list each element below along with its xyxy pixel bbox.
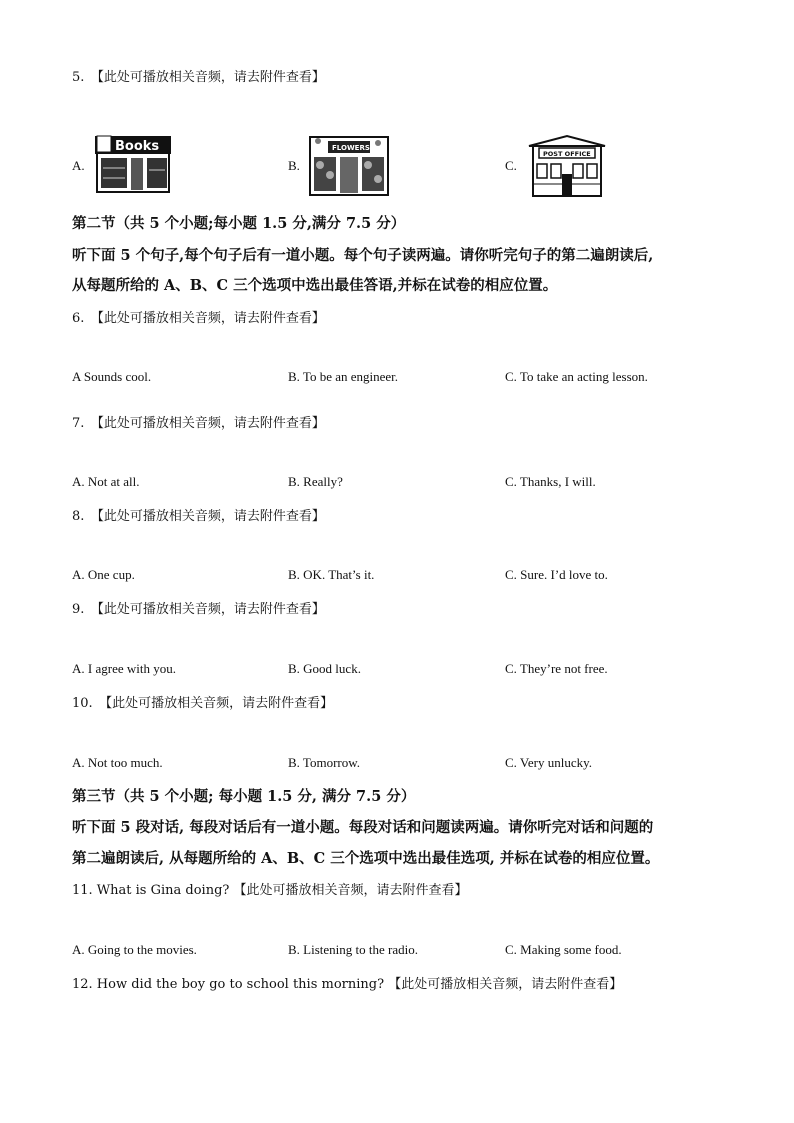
section-3-heading: 第三节（共 5 个小题; 每小题 1.5 分, 满分 7.5 分） bbox=[72, 788, 416, 805]
option-11a: A. Going to the movies. bbox=[72, 942, 197, 957]
option-6c: C. To take an acting lesson. bbox=[505, 369, 648, 384]
option-8c: C. Sure. I’d love to. bbox=[505, 567, 608, 582]
post-office-image bbox=[525, 134, 609, 202]
question-11: 11. What is Gina doing? 【此处可播放相关音频，请去附件查看】 bbox=[72, 883, 468, 898]
option-9c: C. They’re not free. bbox=[505, 661, 608, 676]
option-8b: B. OK. That’s it. bbox=[288, 567, 375, 582]
flower-shop-image bbox=[308, 135, 390, 201]
question-8: 8. 【此处可播放相关音频，请去附件查看】 bbox=[72, 509, 325, 524]
option-9a: A. I agree with you. bbox=[72, 661, 176, 676]
question-10: 10. 【此处可播放相关音频，请去附件查看】 bbox=[72, 696, 334, 711]
option-5b-label: B. bbox=[288, 158, 300, 173]
option-9b: B. Good luck. bbox=[288, 661, 361, 676]
section-3-instruction-line-1: 听下面 5 段对话, 每段对话后有一道小题。每段对话和问题读两遍。请你听完对话和问题的 bbox=[72, 819, 654, 836]
option-5a-label: A. bbox=[72, 158, 85, 173]
question-9: 9. 【此处可播放相关音频，请去附件查看】 bbox=[72, 602, 325, 617]
post-office-icon bbox=[525, 134, 609, 198]
option-8a: A. One cup. bbox=[72, 567, 135, 582]
option-10b: B. Tomorrow. bbox=[288, 755, 361, 770]
option-10c: C. Very unlucky. bbox=[505, 755, 593, 770]
section-3-instruction-line-2: 第二遍朗读后, 从每题所给的 A、B、C 三个选项中选出最佳选项, 并标在试卷的相应位置。 bbox=[72, 850, 660, 867]
option-7b: B. Really? bbox=[288, 474, 343, 489]
section-2-instruction-line-1: 听下面 5 个句子,每个句子后有一道小题。每个句子读两遍。请你听完句子的第二遍朗读后, bbox=[72, 247, 654, 264]
section-2-instruction-line-2: 从每题所给的 A、B、C 三个选项中选出最佳答语,并标在试卷的相应位置。 bbox=[72, 277, 558, 294]
flower-shop-icon bbox=[308, 135, 390, 197]
question-12: 12. How did the boy go to school this morning? 【此处可播放相关音频，请去附件查看】 bbox=[72, 977, 623, 992]
option-11c: C. Making some food. bbox=[505, 942, 622, 957]
bookstore-icon bbox=[93, 130, 175, 194]
option-5c-label: C. bbox=[505, 158, 517, 173]
post-office-sign: POST OFFICE bbox=[543, 150, 591, 158]
section-2-heading: 第二节（共 5 个小题;每小题 1.5 分,满分 7.5 分） bbox=[72, 215, 406, 232]
question-5: 5. 【此处可播放相关音频，请去附件查看】 bbox=[72, 70, 325, 85]
option-7a: A. Not at all. bbox=[72, 474, 140, 489]
option-11b: B. Listening to the radio. bbox=[288, 942, 418, 957]
option-6a: A Sounds cool. bbox=[72, 369, 152, 384]
bookstore-image bbox=[93, 130, 175, 198]
flower-shop-sign: FLOWERS bbox=[332, 144, 370, 152]
option-7c: C. Thanks, I will. bbox=[505, 474, 596, 489]
option-10a: A. Not too much. bbox=[72, 755, 163, 770]
question-7: 7. 【此处可播放相关音频，请去附件查看】 bbox=[72, 416, 325, 431]
bookstore-sign: Books bbox=[115, 139, 160, 154]
option-6b: B. To be an engineer. bbox=[288, 369, 399, 384]
question-6: 6. 【此处可播放相关音频，请去附件查看】 bbox=[72, 311, 325, 326]
